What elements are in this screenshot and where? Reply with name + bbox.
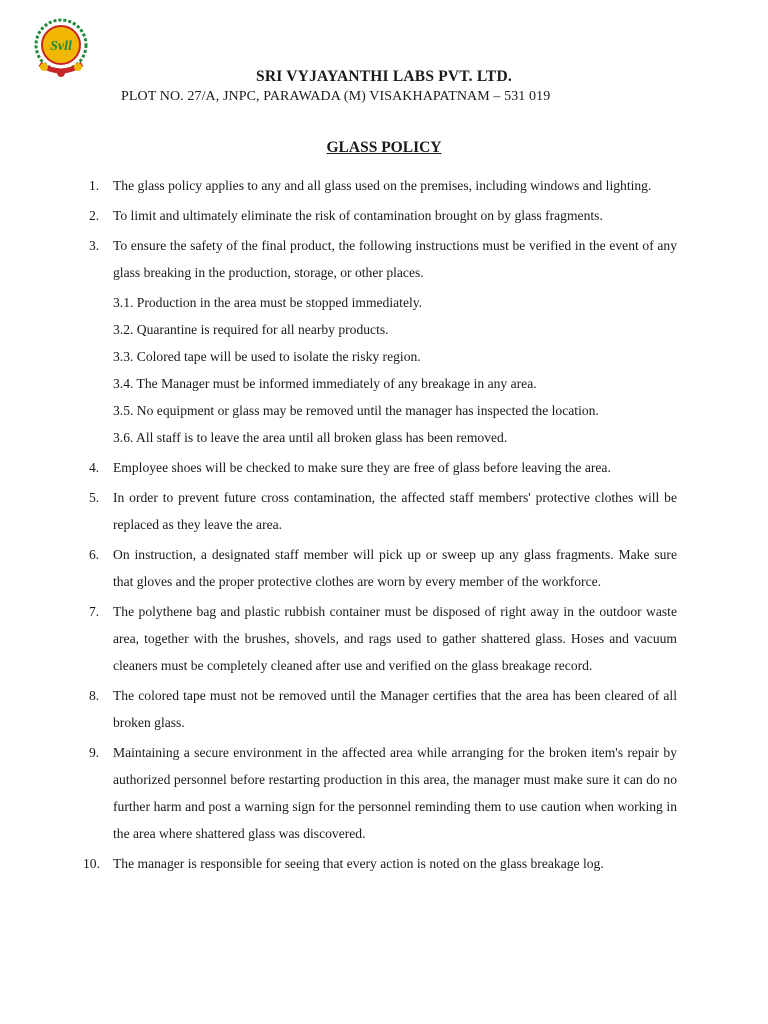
document-title: GLASS POLICY (326, 139, 442, 156)
item-text: Employee shoes will be checked to make sure they are free of glass before leaving the area. (113, 460, 611, 475)
sub-list (0, 289, 768, 451)
item-text: To ensure the safety of the final product, the following instructions must be verified in the event of any glass breaking in the production, storage, or other places. (113, 238, 677, 280)
list-item (0, 454, 768, 481)
item-text: The glass policy applies to any and all glass used on the premises, including windows and lighting. (113, 178, 652, 193)
list-item (0, 739, 768, 847)
item-text: Maintaining a secure environment in the affected area while arranging for the broken item's repair by authorized personnel before restarting production in this area, the manager must make sure it can do no further harm and post a warning sign for the personnel reminding them to use caution when working in the area where shattered glass was discovered. (113, 745, 677, 841)
item-number: 1. (89, 178, 100, 193)
list-item (0, 598, 768, 679)
item-number: 9. (89, 745, 100, 760)
sub-item: 3.6. All staff is to leave the area until all broken glass has been removed. (113, 430, 508, 445)
item-text: To limit and ultimately eliminate the risk of contamination brought on by glass fragments. (113, 208, 603, 223)
item-text: On instruction, a designated staff member will pick up or sweep up any glass fragments. Make sure that gloves and the proper protective clothes are worn by every member of the workforce. (113, 547, 677, 589)
sub-item: 3.2. Quarantine is required for all nearby products. (113, 322, 389, 337)
sub-item: 3.1. Production in the area must be stopped immediately. (113, 295, 423, 310)
list-item (0, 172, 768, 199)
list-item (0, 202, 768, 229)
item-number: 10. (83, 856, 100, 871)
sub-item: 3.4. The Manager must be informed immediately of any breakage in any area. (113, 376, 537, 391)
item-number: 6. (89, 547, 100, 562)
list-item (0, 541, 768, 595)
company-address: PLOT NO. 27/A, JNPC, PARAWADA (M) VISAKHAPATNAM – 531 019 (121, 89, 551, 104)
policy-list (0, 172, 768, 880)
item-number: 7. (89, 604, 100, 619)
list-item (0, 484, 768, 538)
item-number: 3. (89, 238, 100, 253)
item-number: 4. (89, 460, 100, 475)
item-number: 8. (89, 688, 100, 703)
item-text: The polythene bag and plastic rubbish container must be disposed of right away in the outdoor waste area, together with the brushes, shovels, and rags used to gather shattered glass. Hoses and vacuum cleaners must be completely cleaned after use and verified on the glass breakage record. (113, 604, 677, 673)
item-text: The manager is responsible for seeing that every action is noted on the glass breakage log. (113, 856, 604, 871)
list-item (0, 850, 768, 877)
sub-item: 3.3. Colored tape will be used to isolate the risky region. (113, 349, 421, 364)
item-text: In order to prevent future cross contamination, the affected staff members' protective clothes will be replaced as they leave the area. (113, 490, 677, 532)
item-number: 2. (89, 208, 100, 223)
svg-text:Svll: Svll (50, 39, 72, 54)
sub-item: 3.5. No equipment or glass may be removed until the manager has inspected the location. (113, 403, 599, 418)
list-item (0, 682, 768, 736)
list-item (0, 232, 768, 286)
item-text: The colored tape must not be removed until the Manager certifies that the area has been cleared of all broken glass. (113, 688, 677, 730)
company-name: SRI VYJAYANTHI LABS PVT. LTD. (256, 68, 512, 85)
item-number: 5. (89, 490, 100, 505)
